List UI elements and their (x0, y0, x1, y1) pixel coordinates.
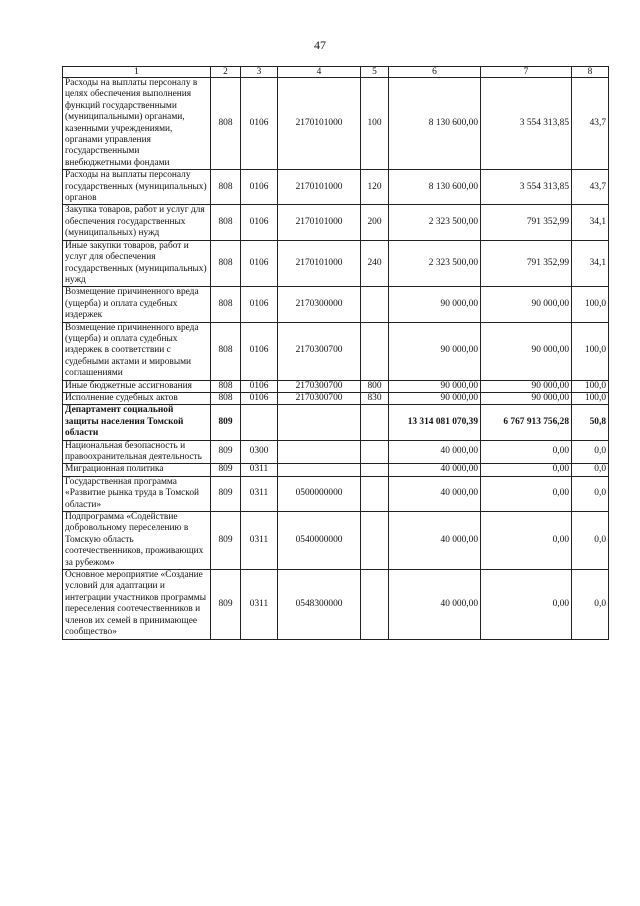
budget-table (62, 66, 609, 640)
row-code-5: 830 (361, 392, 389, 404)
column-header: 7 (481, 67, 572, 78)
row-code-2: 808 (211, 322, 241, 380)
row-plan: 13 314 081 070,39 (389, 405, 481, 440)
row-name: Национальная безопасность и правоохранительная деятельность (63, 440, 211, 464)
row-plan: 2 323 500,00 (389, 240, 481, 287)
table-row (63, 322, 609, 380)
row-code-5 (361, 476, 389, 511)
row-plan: 8 130 600,00 (389, 170, 481, 205)
row-percent: 0,0 (572, 476, 609, 511)
row-code-2: 809 (211, 570, 241, 639)
row-actual: 0,00 (481, 570, 572, 639)
row-code-2: 809 (211, 464, 241, 476)
row-name: Иные бюджетные ассигнования (63, 380, 211, 392)
row-code-2: 808 (211, 170, 241, 205)
row-name: Подпрограмма «Содействие добровольному переселению в Томскую область соотечественников, проживающих за рубежом» (63, 512, 211, 570)
row-code-3: 0106 (241, 380, 278, 392)
row-code-4 (278, 405, 361, 440)
row-actual: 0,00 (481, 476, 572, 511)
row-code-5 (361, 322, 389, 380)
row-percent: 100,0 (572, 380, 609, 392)
row-percent: 100,0 (572, 287, 609, 322)
row-actual: 0,00 (481, 440, 572, 464)
row-code-5: 240 (361, 240, 389, 287)
column-header: 3 (241, 67, 278, 78)
row-actual: 791 352,99 (481, 205, 572, 240)
column-header: 1 (63, 67, 211, 78)
row-code-4: 2170101000 (278, 78, 361, 170)
row-plan: 40 000,00 (389, 512, 481, 570)
row-code-3: 0106 (241, 205, 278, 240)
row-code-4: 2170300700 (278, 322, 361, 380)
row-actual: 6 767 913 756,28 (481, 405, 572, 440)
row-actual: 0,00 (481, 512, 572, 570)
row-code-4 (278, 464, 361, 476)
row-name: Возмещение причиненного вреда (ущерба) и оплата судебных издержек (63, 287, 211, 322)
row-name: Закупка товаров, работ и услуг для обеспечения государственных (муниципальных) нужд (63, 205, 211, 240)
row-code-2: 809 (211, 440, 241, 464)
row-code-3: 0311 (241, 476, 278, 511)
row-code-4: 2170101000 (278, 240, 361, 287)
row-code-2: 808 (211, 240, 241, 287)
column-header: 4 (278, 67, 361, 78)
row-code-5 (361, 287, 389, 322)
row-percent: 34,1 (572, 205, 609, 240)
row-plan: 40 000,00 (389, 440, 481, 464)
row-actual: 90 000,00 (481, 392, 572, 404)
row-plan: 40 000,00 (389, 464, 481, 476)
row-code-4: 2170300700 (278, 380, 361, 392)
row-code-2: 808 (211, 287, 241, 322)
row-code-3: 0106 (241, 240, 278, 287)
row-code-4: 2170300000 (278, 287, 361, 322)
row-actual: 3 554 313,85 (481, 170, 572, 205)
row-percent: 0,0 (572, 512, 609, 570)
row-code-2: 808 (211, 392, 241, 404)
row-actual: 90 000,00 (481, 287, 572, 322)
row-name: Расходы на выплаты персоналу в целях обеспечения выполнения функций государственными (муниципальными) органами, казенными учреждениями, органами управления государственными внебюджетными фондами (63, 78, 211, 170)
row-name: Основное мероприятие «Создание условий для адаптации и интеграции участников программы переселения соотечественников и членов их семей в принимающее сообщество» (63, 570, 211, 639)
row-code-4 (278, 440, 361, 464)
table-row (63, 476, 609, 511)
table-row (63, 380, 609, 392)
row-plan: 90 000,00 (389, 322, 481, 380)
table-row (63, 287, 609, 322)
row-plan: 90 000,00 (389, 287, 481, 322)
row-percent: 0,0 (572, 464, 609, 476)
row-actual: 791 352,99 (481, 240, 572, 287)
row-code-2: 808 (211, 205, 241, 240)
row-code-5 (361, 405, 389, 440)
row-code-5 (361, 440, 389, 464)
row-actual: 90 000,00 (481, 380, 572, 392)
row-code-2: 808 (211, 380, 241, 392)
row-actual: 0,00 (481, 464, 572, 476)
row-code-5: 120 (361, 170, 389, 205)
row-plan: 2 323 500,00 (389, 205, 481, 240)
row-code-3: 0311 (241, 570, 278, 639)
table-row (63, 392, 609, 404)
row-name: Государственная программа «Развитие рынка труда в Томской области» (63, 476, 211, 511)
row-code-2: 808 (211, 78, 241, 170)
row-code-3: 0106 (241, 392, 278, 404)
row-percent: 43,7 (572, 78, 609, 170)
table-row (63, 240, 609, 287)
row-plan: 40 000,00 (389, 570, 481, 639)
row-code-3: 0106 (241, 322, 278, 380)
row-name: Возмещение причиненного вреда (ущерба) и оплата судебных издержек в соответствии с судебными актами и мировыми соглашениями (63, 322, 211, 380)
row-percent: 34,1 (572, 240, 609, 287)
row-code-2: 809 (211, 512, 241, 570)
table-row (63, 78, 609, 170)
row-code-4: 2170300700 (278, 392, 361, 404)
column-header: 5 (361, 67, 389, 78)
row-percent: 43,7 (572, 170, 609, 205)
row-percent: 50,8 (572, 405, 609, 440)
table-row (63, 440, 609, 464)
row-code-3: 0106 (241, 78, 278, 170)
row-code-2: 809 (211, 405, 241, 440)
row-code-3: 0311 (241, 464, 278, 476)
row-code-4: 2170101000 (278, 205, 361, 240)
row-plan: 90 000,00 (389, 392, 481, 404)
row-code-4: 0548300000 (278, 570, 361, 639)
table-row (63, 405, 609, 440)
row-code-2: 809 (211, 476, 241, 511)
column-header: 2 (211, 67, 241, 78)
column-header: 6 (389, 67, 481, 78)
row-name: Иные закупки товаров, работ и услуг для обеспечения государственных (муниципальных) нужд (63, 240, 211, 287)
row-percent: 0,0 (572, 440, 609, 464)
row-name: Миграционная политика (63, 464, 211, 476)
row-plan: 8 130 600,00 (389, 78, 481, 170)
row-code-3: 0311 (241, 512, 278, 570)
row-code-5: 800 (361, 380, 389, 392)
row-code-4: 0540000000 (278, 512, 361, 570)
row-code-5: 100 (361, 78, 389, 170)
table-row (63, 170, 609, 205)
row-actual: 90 000,00 (481, 322, 572, 380)
table-row (63, 205, 609, 240)
table-row (63, 464, 609, 476)
row-code-3: 0300 (241, 440, 278, 464)
row-code-3: 0106 (241, 287, 278, 322)
row-code-4: 0500000000 (278, 476, 361, 511)
row-name: Исполнение судебных актов (63, 392, 211, 404)
table-row (63, 512, 609, 570)
row-name: Департамент социальной защиты населения Томской области (63, 405, 211, 440)
row-code-3: 0106 (241, 170, 278, 205)
column-header: 8 (572, 67, 609, 78)
row-name: Расходы на выплаты персоналу государственных (муниципальных) органов (63, 170, 211, 205)
row-percent: 0,0 (572, 570, 609, 639)
row-percent: 100,0 (572, 392, 609, 404)
table-body (63, 78, 609, 640)
row-code-5 (361, 512, 389, 570)
header-row (63, 67, 609, 78)
row-code-3 (241, 405, 278, 440)
row-actual: 3 554 313,85 (481, 78, 572, 170)
row-code-4: 2170101000 (278, 170, 361, 205)
row-plan: 90 000,00 (389, 380, 481, 392)
row-percent: 100,0 (572, 322, 609, 380)
page-number: 47 (314, 38, 326, 52)
row-code-5: 200 (361, 205, 389, 240)
row-code-5 (361, 464, 389, 476)
row-code-5 (361, 570, 389, 639)
table-row (63, 570, 609, 639)
row-plan: 40 000,00 (389, 476, 481, 511)
